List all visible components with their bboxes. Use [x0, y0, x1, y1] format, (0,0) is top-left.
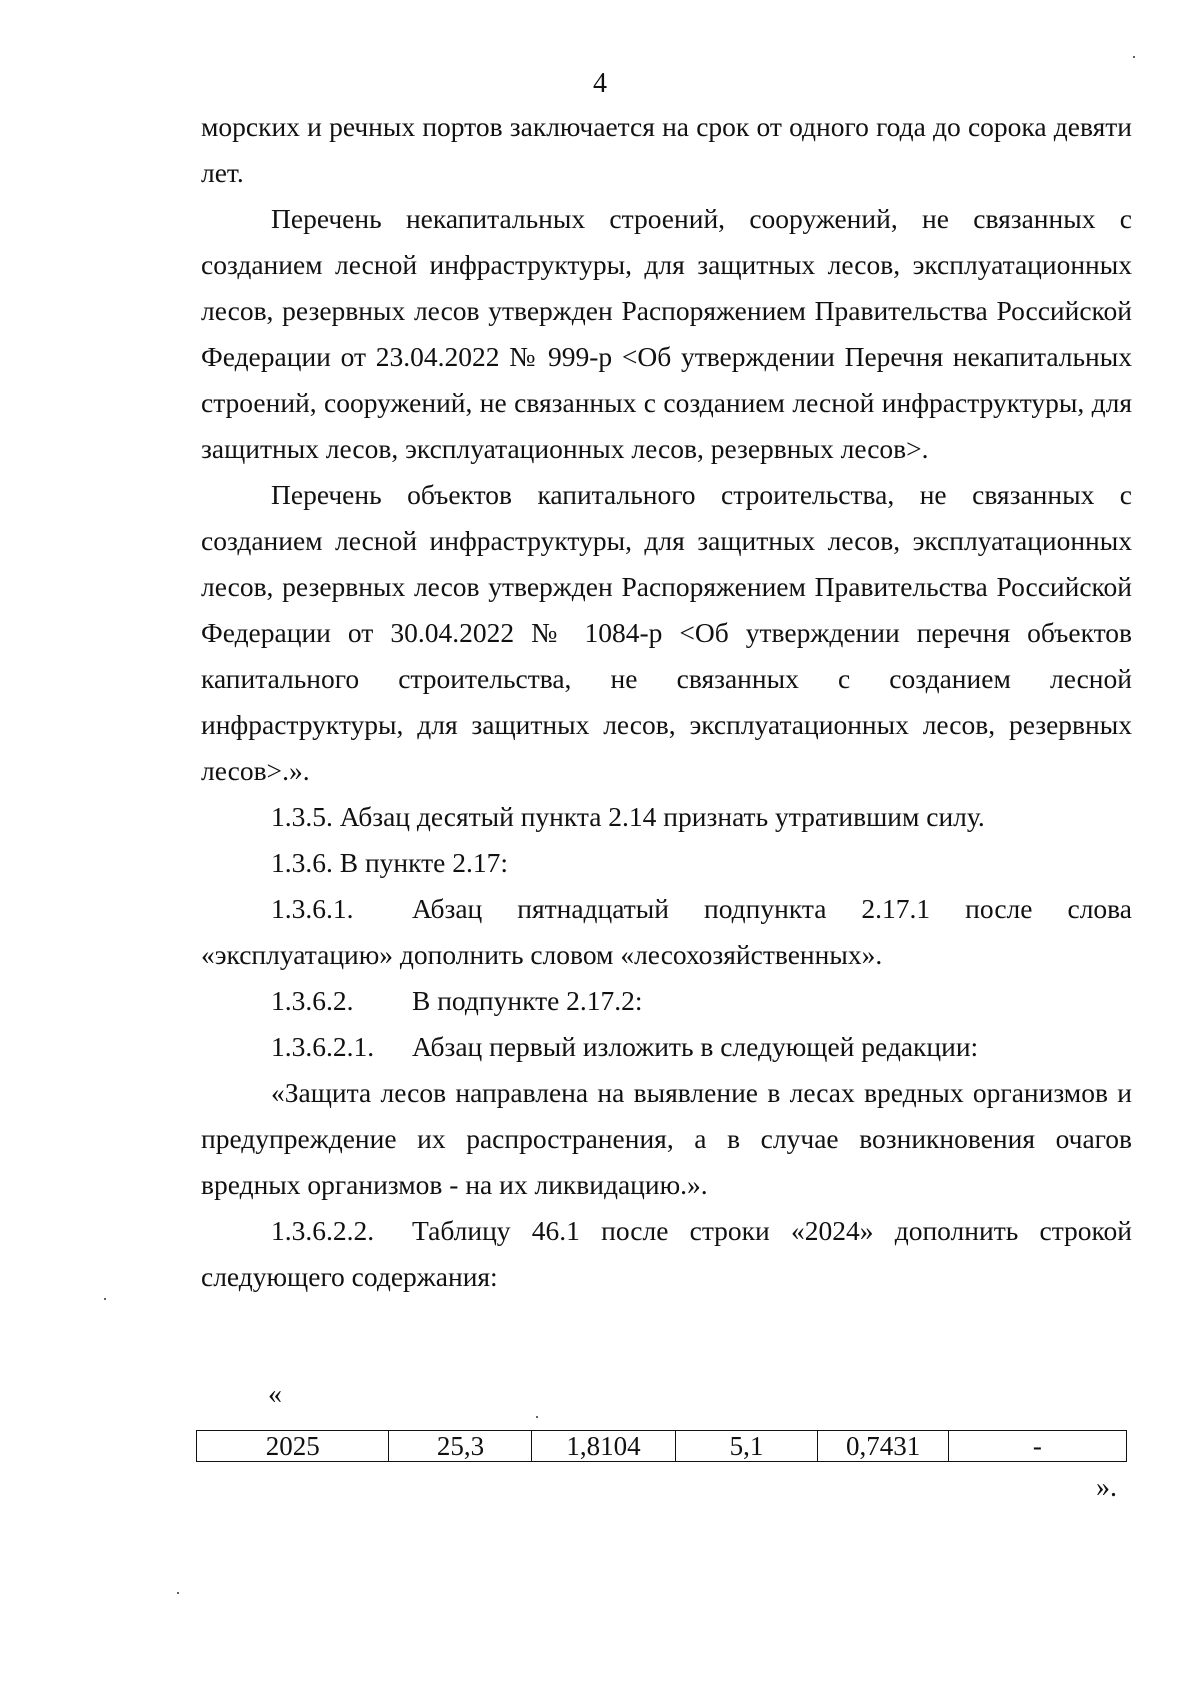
paragraph-list-noncapital: Перечень некапитальных строений, сооружений, не связанных с созданием лесной инфраструктуры, для защитных лесов, эксплуатационных лесов, резервных лесов утвержден Распоряжением Правительства Российской Федерации от 23.04.2022 № 999-р <Об утверждении Перечня некапитальных строений, сооружений, не связанных с созданием лесной инфраструктуры, для защитных лесов, эксплуатационных лесов, резервных лесов>. — [201, 203, 1132, 464]
paragraph-1-3-6-2 — [201, 978, 1132, 1024]
table-cell: - — [948, 1431, 1126, 1462]
page-number: 4 — [593, 68, 607, 99]
paragraph-1-3-6: 1.3.6. В пункте 2.17: — [271, 847, 509, 878]
scan-speck — [1133, 56, 1135, 58]
scan-speck — [104, 1298, 106, 1300]
scan-speck — [177, 1592, 179, 1594]
item-number: 1.3.6.2.2. — [271, 1215, 375, 1246]
table-cell: 5,1 — [675, 1431, 818, 1462]
scan-speck — [536, 1416, 538, 1418]
paragraph-1-3-6-1: 1.3.6.1. Абзац пятнадцатый подпункта 2.17.1 после слова — [201, 886, 1132, 932]
item-text: Абзац первый изложить в следующей редакции: — [412, 1031, 979, 1062]
item-number: 1.3.6.2. — [271, 985, 354, 1016]
paragraph-1-3-6-1-rest: «эксплуатацию» дополнить словом «лесохозяйственных». — [201, 939, 883, 970]
paragraph-quoted-edit: «Защита лесов направлена на выявление в лесах вредных организмов и предупреждение их распространения, а в случае возникновения очагов вредных организмов - на их ликвидацию.». — [201, 1077, 1132, 1200]
table-cell: 1,8104 — [532, 1431, 675, 1462]
paragraph-list-capital: Перечень объектов капитального строительства, не связанных с созданием лесной инфраструктуры, для защитных лесов, эксплуатационных лесов, резервных лесов утвержден Распоряжением Правительства Российской Федерации от 30.04.2022 № 1084-р <Об утверждении перечня объектов капитального строительства, не связанных с созданием лесной инфраструктуры, для защитных лесов, эксплуатационных лесов, резервных лесов>.». — [201, 479, 1132, 786]
paragraph-1-3-6-2-1 — [201, 1024, 1132, 1070]
closing-quote-mark: ». — [1096, 1472, 1117, 1503]
table-cell: 25,3 — [389, 1431, 532, 1462]
paragraph-continuation: морских и речных портов заключается на срок от одного года до сорока девяти лет. — [201, 111, 1132, 188]
item-text: В подпункте 2.17.2: — [412, 985, 643, 1016]
table-row — [197, 1431, 1127, 1462]
table-cell: 0,7431 — [818, 1431, 948, 1462]
table-46-1-new-row — [196, 1430, 1127, 1462]
paragraph-1-3-5: 1.3.5. Абзац десятый пункта 2.14 признать утратившим силу. — [271, 801, 985, 832]
table-cell-year: 2025 — [197, 1431, 389, 1462]
paragraph-1-3-6-2-2-rest: следующего содержания: — [201, 1261, 498, 1292]
opening-quote-mark: « — [268, 1379, 282, 1410]
document-body — [201, 104, 1132, 1300]
item-number: 1.3.6.1. — [271, 893, 354, 924]
item-number: 1.3.6.2.1. — [271, 1031, 375, 1062]
paragraph-1-3-6-2-2: 1.3.6.2.2. Таблицу 46.1 после строки «2024» дополнить строкой — [201, 1208, 1132, 1254]
